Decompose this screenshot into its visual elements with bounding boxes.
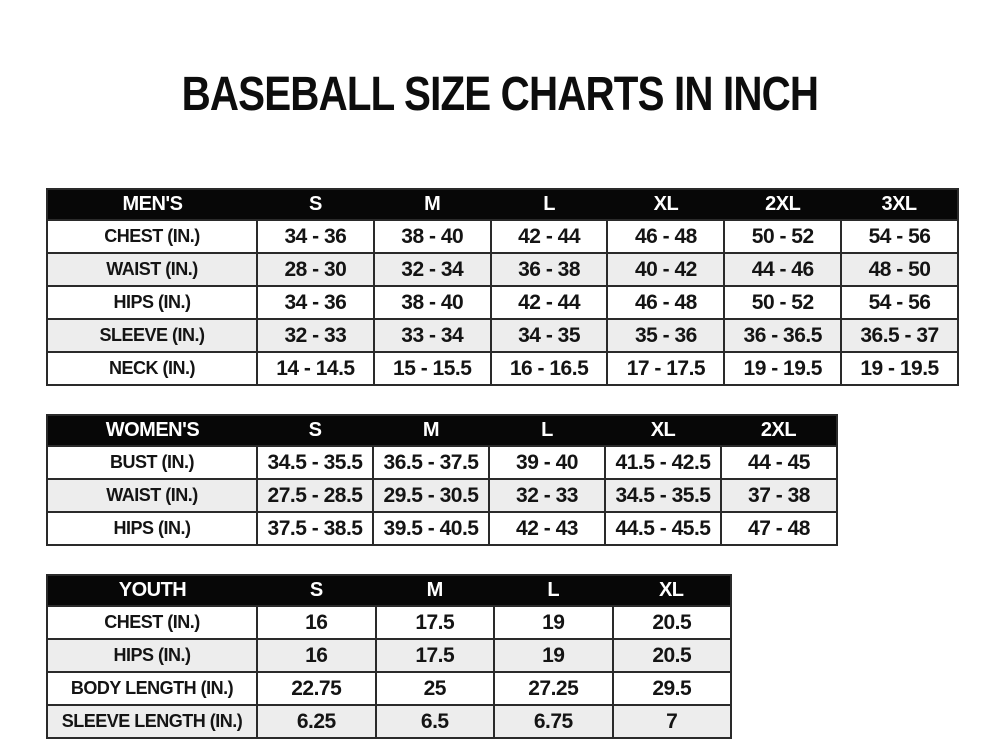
size-column-header: 3XL — [841, 189, 958, 220]
size-value-cell: 40 - 42 — [607, 253, 724, 286]
size-value-cell: 47 - 48 — [721, 512, 837, 545]
size-value-cell: 38 - 40 — [374, 220, 491, 253]
size-value-cell: 36.5 - 37 — [841, 319, 958, 352]
size-value-cell: 44.5 - 45.5 — [605, 512, 721, 545]
size-value-cell: 34 - 36 — [257, 286, 374, 319]
size-value-cell: 42 - 44 — [491, 286, 608, 319]
size-value-cell: 25 — [376, 672, 495, 705]
size-value-cell: 16 — [257, 639, 376, 672]
size-value-cell: 33 - 34 — [374, 319, 491, 352]
table-row — [47, 220, 958, 253]
size-value-cell: 22.75 — [257, 672, 376, 705]
table-group-label: YOUTH — [47, 575, 257, 606]
table-group-label: MEN'S — [47, 189, 257, 220]
table-row — [47, 352, 958, 385]
size-column-header: 2XL — [724, 189, 841, 220]
table-row — [47, 705, 731, 738]
size-value-cell: 41.5 - 42.5 — [605, 446, 721, 479]
size-value-cell: 50 - 52 — [724, 220, 841, 253]
size-value-cell: 20.5 — [613, 606, 732, 639]
size-value-cell: 19 - 19.5 — [724, 352, 841, 385]
size-value-cell: 6.75 — [494, 705, 613, 738]
table-row — [47, 512, 837, 545]
size-tables-container — [46, 188, 1000, 739]
measurement-row-label: BODY LENGTH (IN.) — [47, 672, 257, 705]
size-column-header: M — [376, 575, 495, 606]
size-value-cell: 16 - 16.5 — [491, 352, 608, 385]
table-row — [47, 319, 958, 352]
size-value-cell: 15 - 15.5 — [374, 352, 491, 385]
table-row — [47, 446, 837, 479]
size-column-header: S — [257, 189, 374, 220]
size-value-cell: 42 - 43 — [489, 512, 605, 545]
size-column-header: L — [494, 575, 613, 606]
youth-header-row — [47, 575, 731, 606]
table-row — [47, 672, 731, 705]
size-value-cell: 46 - 48 — [607, 220, 724, 253]
size-value-cell: 39.5 - 40.5 — [373, 512, 489, 545]
measurement-row-label: SLEEVE (IN.) — [47, 319, 257, 352]
size-value-cell: 28 - 30 — [257, 253, 374, 286]
size-value-cell: 29.5 - 30.5 — [373, 479, 489, 512]
size-column-header: L — [491, 189, 608, 220]
table-row — [47, 253, 958, 286]
measurement-row-label: HIPS (IN.) — [47, 639, 257, 672]
measurement-row-label: CHEST (IN.) — [47, 220, 257, 253]
size-value-cell: 35 - 36 — [607, 319, 724, 352]
size-value-cell: 17.5 — [376, 639, 495, 672]
size-value-cell: 42 - 44 — [491, 220, 608, 253]
size-value-cell: 32 - 33 — [257, 319, 374, 352]
size-value-cell: 29.5 — [613, 672, 732, 705]
page-title-text: BASEBALL SIZE CHARTS IN INCH — [181, 68, 819, 121]
measurement-row-label: CHEST (IN.) — [47, 606, 257, 639]
size-value-cell: 34.5 - 35.5 — [605, 479, 721, 512]
size-column-header: M — [373, 415, 489, 446]
size-value-cell: 32 - 34 — [374, 253, 491, 286]
size-value-cell: 19 - 19.5 — [841, 352, 958, 385]
table-row — [47, 479, 837, 512]
size-value-cell: 6.5 — [376, 705, 495, 738]
measurement-row-label: HIPS (IN.) — [47, 286, 257, 319]
size-value-cell: 17.5 — [376, 606, 495, 639]
size-value-cell: 37 - 38 — [721, 479, 837, 512]
measurement-row-label: NECK (IN.) — [47, 352, 257, 385]
size-value-cell: 20.5 — [613, 639, 732, 672]
table-row — [47, 606, 731, 639]
size-value-cell: 16 — [257, 606, 376, 639]
size-value-cell: 27.25 — [494, 672, 613, 705]
size-column-header: XL — [605, 415, 721, 446]
measurement-row-label: HIPS (IN.) — [47, 512, 257, 545]
mens-size-table — [46, 188, 959, 386]
size-value-cell: 32 - 33 — [489, 479, 605, 512]
size-value-cell: 17 - 17.5 — [607, 352, 724, 385]
size-value-cell: 19 — [494, 606, 613, 639]
size-value-cell: 46 - 48 — [607, 286, 724, 319]
size-value-cell: 19 — [494, 639, 613, 672]
size-value-cell: 36 - 36.5 — [724, 319, 841, 352]
size-value-cell: 27.5 - 28.5 — [257, 479, 373, 512]
measurement-row-label: WAIST (IN.) — [47, 253, 257, 286]
measurement-row-label: SLEEVE LENGTH (IN.) — [47, 705, 257, 738]
size-value-cell: 44 - 45 — [721, 446, 837, 479]
size-column-header: 2XL — [721, 415, 837, 446]
size-value-cell: 6.25 — [257, 705, 376, 738]
mens-header-row — [47, 189, 958, 220]
size-column-header: S — [257, 415, 373, 446]
size-value-cell: 50 - 52 — [724, 286, 841, 319]
size-value-cell: 39 - 40 — [489, 446, 605, 479]
size-value-cell: 38 - 40 — [374, 286, 491, 319]
size-value-cell: 36.5 - 37.5 — [373, 446, 489, 479]
measurement-row-label: WAIST (IN.) — [47, 479, 257, 512]
womens-size-table — [46, 414, 838, 546]
size-value-cell: 34 - 35 — [491, 319, 608, 352]
size-column-header: L — [489, 415, 605, 446]
size-column-header: M — [374, 189, 491, 220]
table-row — [47, 639, 731, 672]
womens-header-row — [47, 415, 837, 446]
size-column-header: XL — [607, 189, 724, 220]
size-value-cell: 36 - 38 — [491, 253, 608, 286]
size-column-header: S — [257, 575, 376, 606]
table-group-label: WOMEN'S — [47, 415, 257, 446]
size-value-cell: 14 - 14.5 — [257, 352, 374, 385]
youth-size-table — [46, 574, 732, 739]
size-value-cell: 54 - 56 — [841, 286, 958, 319]
table-row — [47, 286, 958, 319]
size-value-cell: 7 — [613, 705, 732, 738]
size-value-cell: 44 - 46 — [724, 253, 841, 286]
size-column-header: XL — [613, 575, 732, 606]
size-value-cell: 34.5 - 35.5 — [257, 446, 373, 479]
size-value-cell: 48 - 50 — [841, 253, 958, 286]
size-value-cell: 54 - 56 — [841, 220, 958, 253]
size-value-cell: 34 - 36 — [257, 220, 374, 253]
page-title — [0, 0, 1000, 120]
size-value-cell: 37.5 - 38.5 — [257, 512, 373, 545]
measurement-row-label: BUST (IN.) — [47, 446, 257, 479]
